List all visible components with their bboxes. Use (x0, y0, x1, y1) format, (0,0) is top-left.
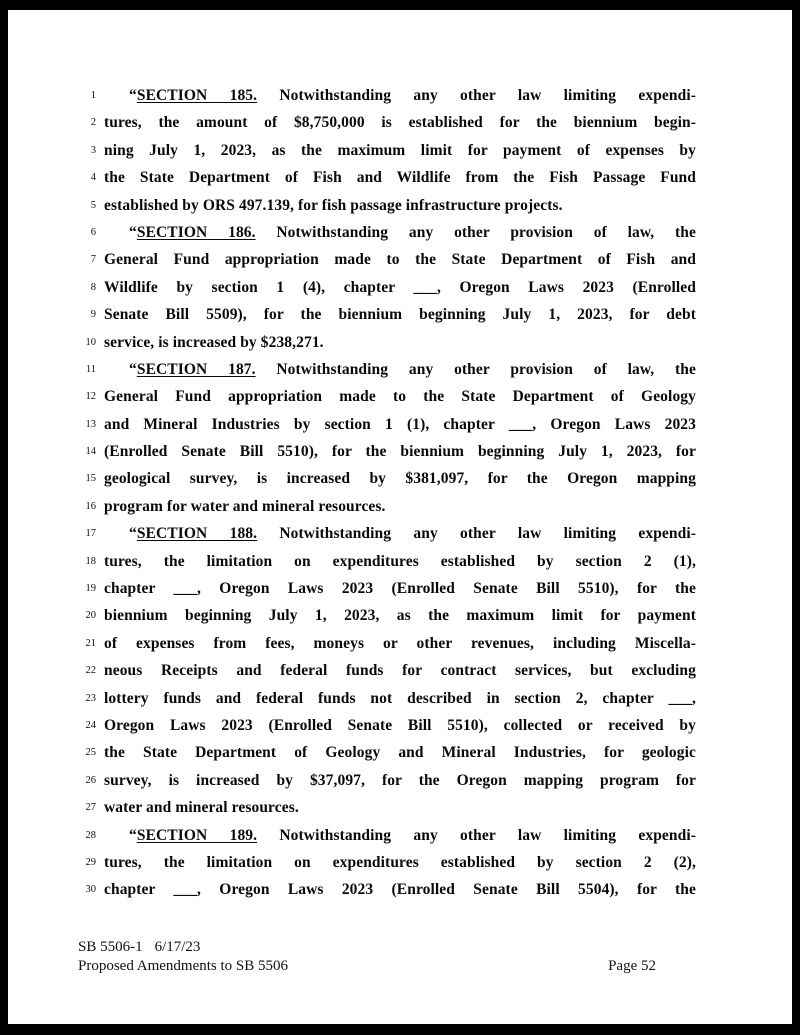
line-number: 7 (90, 254, 96, 266)
line-text: Notwithstanding any other law limiting expendi- (257, 87, 696, 104)
line-text: survey, is increased by $37,097, for the Oregon mapping program for (104, 771, 696, 789)
document-line (78, 301, 696, 328)
line-text: the State Department of Fish and Wildlife from the Fish Passage Fund (104, 169, 696, 187)
line-text-block (104, 192, 696, 219)
document-line (78, 137, 696, 164)
line-number: 14 (85, 446, 96, 458)
document-line (78, 575, 696, 602)
line-text-block (104, 109, 696, 136)
footer-date: 6/17/23 (154, 939, 201, 955)
line-text: (Enrolled Senate Bill 5510), for the biennium beginning July 1, 2023, for (104, 443, 696, 461)
document-line (78, 274, 696, 301)
document-line (78, 548, 696, 575)
line-text: Notwithstanding any other law limiting expendi- (257, 826, 696, 844)
line-number: 5 (90, 199, 96, 211)
line-number: 9 (90, 309, 96, 321)
section-label: SECTION 186. (136, 223, 256, 241)
line-text: the State Department of Geology and Mineral Industries, for geologic (104, 744, 696, 762)
line-text-block (104, 274, 696, 301)
footer-title: Proposed Amendments to SB 5506 (78, 958, 289, 974)
footer-page-number: Page 52 (608, 958, 656, 974)
document-line (78, 219, 696, 246)
line-text-block (104, 438, 696, 465)
section-label: SECTION 188. (136, 525, 258, 543)
document-line (78, 739, 696, 766)
line-quote-mark: “ (129, 525, 137, 543)
document-line (78, 82, 696, 109)
line-text: General Fund appropriation made to the State Department of Geology (104, 388, 696, 406)
document-line (78, 767, 696, 794)
line-text-block (104, 493, 696, 520)
line-number: 11 (85, 363, 96, 375)
line-text: of expenses from fees, moneys or other revenues, including Miscella- (104, 634, 696, 652)
line-text-block (104, 794, 696, 821)
document-line (78, 520, 696, 547)
line-number: 29 (85, 856, 96, 868)
line-text: tures, the amount of $8,750,000 is established for the biennium begin- (104, 114, 696, 132)
line-text-block (104, 356, 696, 383)
line-text: Oregon Laws 2023 (Enrolled Senate Bill 5510), collected or received by (104, 716, 696, 734)
line-text-block (104, 876, 696, 903)
line-number: 26 (85, 774, 96, 786)
line-number: 4 (90, 172, 96, 184)
line-text: and Mineral Industries by section 1 (1), chapter ___, Oregon Laws 2023 (104, 415, 696, 433)
line-text-block (104, 137, 696, 164)
line-text: tures, the limitation on expenditures established by section 2 (2), (104, 853, 696, 871)
document-line (78, 192, 696, 219)
line-text: ning July 1, 2023, as the maximum limit for payment of expenses by (104, 141, 696, 159)
document-line (78, 109, 696, 136)
line-text-block (104, 301, 696, 328)
line-number: 21 (85, 637, 96, 649)
document-line (78, 383, 696, 410)
document-line (78, 822, 696, 849)
line-text-block (104, 520, 696, 547)
line-number: 17 (85, 528, 96, 540)
document-line (78, 602, 696, 629)
line-number: 19 (85, 583, 96, 595)
line-text: General Fund appropriation made to the State Department of Fish and (104, 251, 696, 269)
line-text: biennium beginning July 1, 2023, as the maximum limit for payment (104, 607, 696, 625)
line-text: tures, the limitation on expenditures established by section 2 (1), (104, 552, 696, 570)
line-number: 27 (85, 802, 96, 814)
line-number: 18 (85, 555, 96, 567)
document-line (78, 164, 696, 191)
document-line (78, 876, 696, 903)
line-text-block (104, 383, 696, 410)
line-number: 22 (85, 665, 96, 677)
document-line (78, 329, 696, 356)
document-line (78, 493, 696, 520)
line-text: Notwithstanding any other law limiting expendi- (257, 525, 696, 543)
document-line (78, 356, 696, 383)
line-text-block (104, 548, 696, 575)
line-text: water and mineral resources. (104, 799, 299, 817)
line-number: 13 (85, 418, 96, 430)
line-text: lottery funds and federal funds not described in section 2, chapter ___, (104, 689, 696, 707)
line-text: neous Receipts and federal funds for contract services, but excluding (104, 662, 696, 680)
line-number: 2 (90, 117, 96, 129)
line-text-block (104, 712, 696, 739)
line-text-block (104, 246, 696, 273)
document-line (78, 630, 696, 657)
line-number: 12 (85, 391, 96, 403)
line-text-block (104, 767, 696, 794)
section-label: SECTION 185. (136, 87, 258, 104)
line-text-block (104, 82, 696, 109)
line-quote-mark: “ (129, 87, 137, 104)
line-text: Notwithstanding any other provision of law, the (255, 223, 696, 241)
line-text-block (104, 657, 696, 684)
line-text-block (104, 630, 696, 657)
line-number: 25 (85, 747, 96, 759)
page-footer (78, 938, 656, 976)
line-text-block (104, 849, 696, 876)
line-text: Senate Bill 5509), for the biennium beginning July 1, 2023, for debt (104, 306, 696, 324)
line-number: 10 (85, 336, 96, 348)
line-text: Notwithstanding any other provision of law, the (255, 360, 696, 378)
line-text-block (104, 575, 696, 602)
document-line (78, 246, 696, 273)
footer-title-row (78, 957, 656, 976)
document-line (78, 794, 696, 821)
line-text: geological survey, is increased by $381,097, for the Oregon mapping (104, 470, 696, 488)
line-number: 24 (85, 719, 96, 731)
line-text-block (104, 329, 696, 356)
footer-doc-id: SB 5506-1 (78, 939, 143, 955)
line-number: 15 (85, 473, 96, 485)
line-text-block (104, 685, 696, 712)
line-text-block (104, 822, 696, 849)
line-text: chapter ___, Oregon Laws 2023 (Enrolled Senate Bill 5510), for the (104, 580, 696, 598)
line-number: 30 (85, 884, 96, 896)
document-line (78, 712, 696, 739)
line-number: 1 (90, 90, 96, 101)
line-quote-mark: “ (129, 360, 137, 378)
line-number: 16 (85, 500, 96, 512)
line-text: chapter ___, Oregon Laws 2023 (Enrolled Senate Bill 5504), for the (104, 881, 696, 899)
line-number: 20 (85, 610, 96, 622)
document-lines (78, 82, 696, 904)
footer-id-row (78, 938, 656, 957)
document-line (78, 411, 696, 438)
line-text: Wildlife by section 1 (4), chapter ___, Oregon Laws 2023 (Enrolled (104, 278, 696, 296)
line-text-block (104, 602, 696, 629)
line-text-block (104, 739, 696, 766)
section-label: SECTION 187. (136, 360, 256, 378)
line-text-block (104, 411, 696, 438)
line-text: established by ORS 497.139, for fish passage infrastructure projects. (104, 196, 563, 214)
line-number: 8 (90, 281, 96, 293)
document-line (78, 657, 696, 684)
document-line (78, 465, 696, 492)
line-number: 23 (85, 692, 96, 704)
section-label: SECTION 189. (136, 826, 258, 844)
document-line (78, 438, 696, 465)
line-text-block (104, 164, 696, 191)
line-text-block (104, 219, 696, 246)
line-text-block (104, 465, 696, 492)
document-line (78, 849, 696, 876)
document-line (78, 685, 696, 712)
line-number: 6 (90, 226, 96, 238)
line-quote-mark: “ (129, 223, 137, 241)
line-number: 3 (90, 144, 96, 156)
line-text: service, is increased by $238,271. (104, 333, 324, 351)
line-text: program for water and mineral resources. (104, 497, 386, 515)
line-quote-mark: “ (129, 826, 137, 844)
line-number: 28 (85, 829, 96, 841)
